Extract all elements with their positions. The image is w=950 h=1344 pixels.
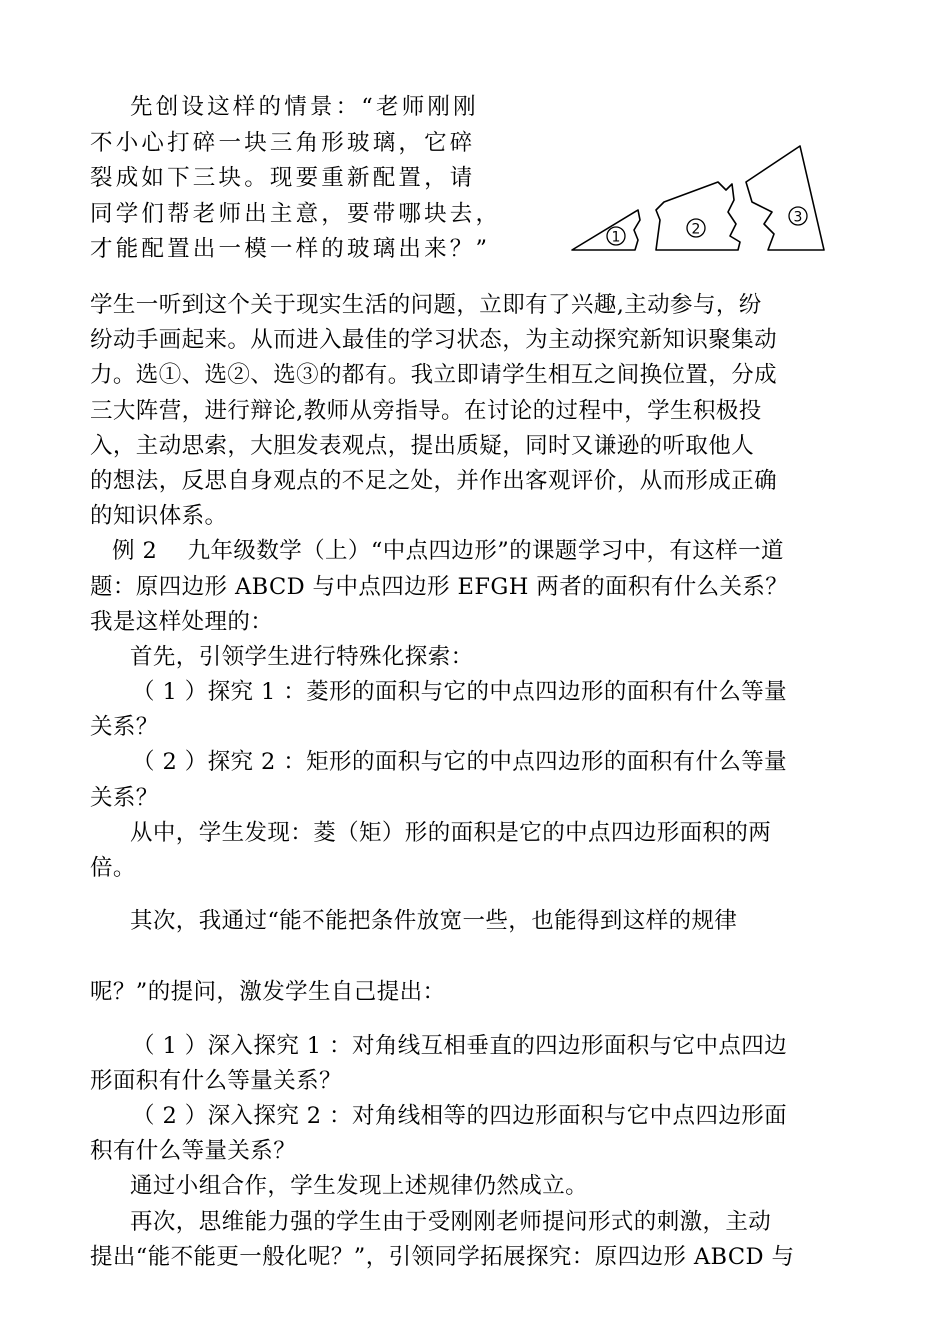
- spacer: [90, 886, 865, 904]
- spacer: [90, 1011, 865, 1029]
- text-line: 我是这样处理的：: [90, 608, 274, 635]
- glass-piece-3: [746, 146, 824, 250]
- text-line: 关系？: [90, 714, 159, 741]
- glass-piece-1: [572, 210, 640, 250]
- intro-line: 裂成如下三块。现要重新配置，请: [90, 165, 476, 191]
- text-line: 形面积有什么等量关系？: [90, 1067, 342, 1094]
- intro-line: 同学们帮老师出主意，要带哪块去，: [90, 200, 502, 227]
- text-line: 入，主动思索，大胆发表观点，提出质疑，同时又谦逊的听取他人: [90, 432, 755, 459]
- document-page: [90, 90, 865, 1275]
- example-heading-line: 例 2 九年级数学（上）“中点四边形”的课题学习中，有这样一道: [112, 538, 784, 565]
- text-line: 倍。: [90, 855, 136, 881]
- glass-piece-2: [656, 182, 740, 250]
- intro-line: 才能配置出一模一样的玻璃出来？”: [90, 236, 491, 262]
- list-item-line: （ 1 ）探究 1 ：菱形的面积与它的中点四边形的面积有什么等量: [132, 679, 788, 706]
- intro-paragraph: [90, 90, 530, 268]
- text-line: 呢？”的提问，激发学生自己提出：: [90, 979, 446, 1006]
- broken-glass-figure: [568, 112, 833, 257]
- text-line: 力。选①、选②、选③的都有。我立即请学生相互之间换位置，分成: [90, 362, 778, 389]
- svg-text:3: 3: [793, 209, 803, 226]
- text-line: 的想法，反思自身观点的不足之处，并作出客观评价，从而形成正确: [90, 467, 778, 494]
- piece-label-1: [607, 227, 625, 246]
- text-line: 积有什么等量关系？: [90, 1138, 297, 1165]
- spacer: [90, 939, 865, 975]
- intro-line: 不小心打碎一块三角形玻璃，它碎: [90, 129, 476, 156]
- text-line: 首先，引领学生进行特殊化探索：: [130, 643, 474, 670]
- text-line: 再次，思维能力强的学生由于受刚刚老师提问形式的刺激，主动: [130, 1208, 772, 1235]
- list-item-line: （ 2 ）深入探究 2 ：对角线相等的四边形面积与它中点四边形面: [132, 1102, 788, 1129]
- svg-text:2: 2: [691, 221, 701, 238]
- text-line: 纷动手画起来。从而进入最佳的学习状态，为主动探究新知识聚集动: [90, 327, 778, 354]
- list-item-line: （ 1 ）深入探究 1 ：对角线互相垂直的四边形面积与它中点四边: [132, 1032, 788, 1059]
- text-line: 三大阵营，进行辩论,教师从旁指导。在讨论的过程中，学生积极投: [90, 397, 762, 424]
- intro-line: 先创设这样的情景：“老师刚刚: [130, 94, 479, 120]
- piece-label-3: [789, 207, 807, 226]
- text-line: 提出“能不能更一般化呢？”，引领同学拓展探究：原四边形 ABCD 与: [90, 1243, 795, 1270]
- svg-text:1: 1: [611, 229, 621, 246]
- text-line: 题：原四边形 ABCD 与中点四边形 EFGH 两者的面积有什么关系？: [90, 573, 789, 600]
- text-line: 从中，学生发现：菱（矩）形的面积是它的中点四边形面积的两: [130, 819, 772, 846]
- text-line: 通过小组合作，学生发现上述规律仍然成立。: [130, 1173, 589, 1200]
- text-line: 关系？: [90, 784, 159, 811]
- list-item-line: （ 2 ）探究 2 ：矩形的面积与它的中点四边形的面积有什么等量: [132, 749, 788, 776]
- text-line: 其次，我通过“能不能把条件放宽一些，也能得到这样的规律: [130, 908, 738, 935]
- text-line: 的知识体系。: [90, 503, 228, 530]
- body-text: [90, 288, 865, 1275]
- intro-section: [90, 90, 865, 288]
- text-line: 学生一听到这个关于现实生活的问题，立即有了兴趣,主动参与，纷: [90, 292, 762, 318]
- piece-label-2: [687, 219, 705, 238]
